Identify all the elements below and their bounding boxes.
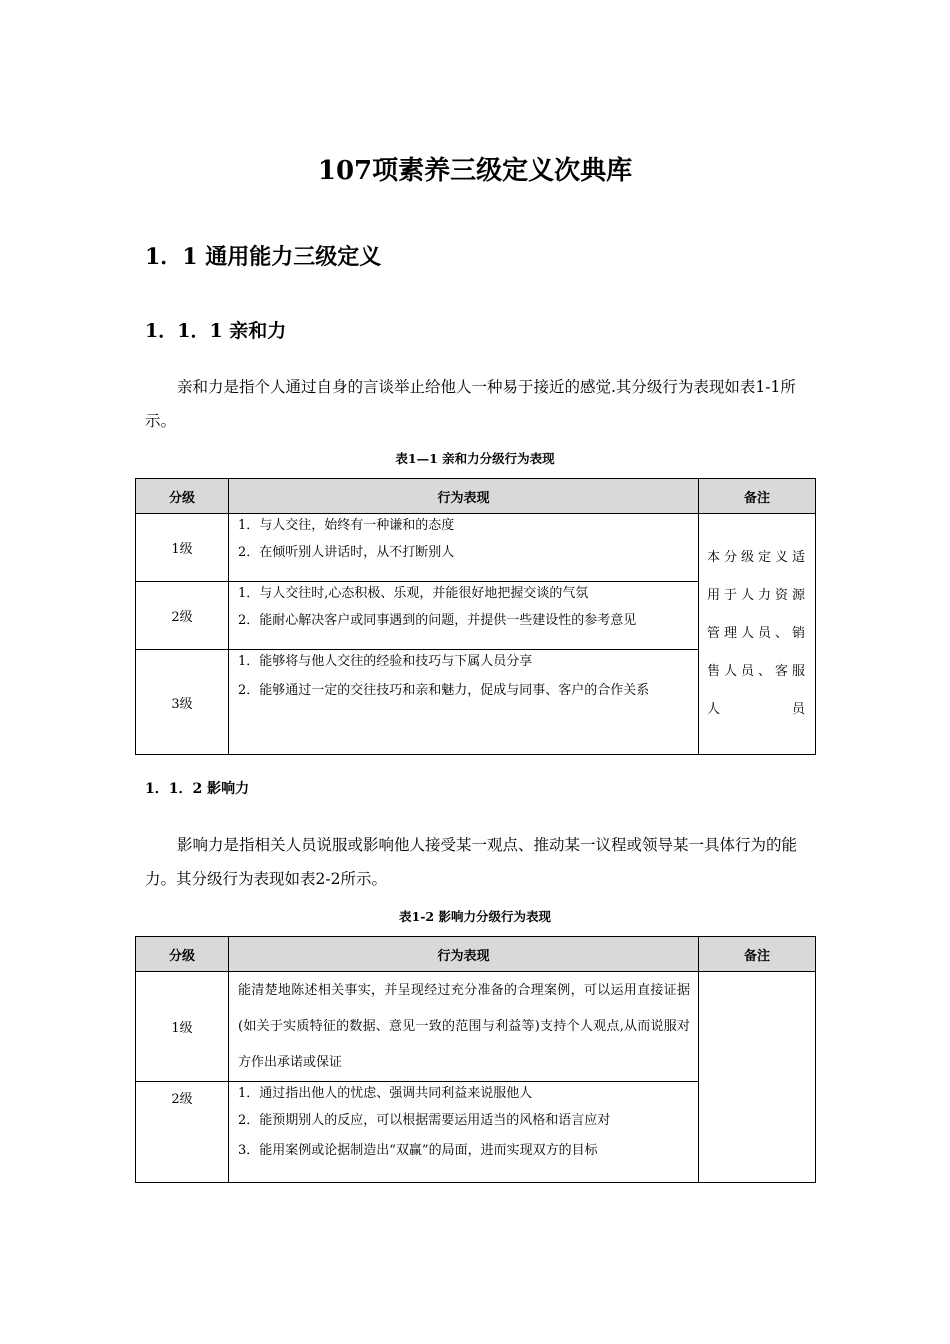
subsection-heading-affinity: 1．1．1 亲和力 bbox=[145, 320, 287, 342]
paragraph-influence: 影响力是指相关人员说服或影响他人接受某一观点、推动某一议程或领导某一具体行为的能力。其分级行为表现如表2-2所示。 bbox=[145, 836, 798, 888]
behavior-item: 2．能够通过一定的交往技巧和亲和魅力，促成与同事、客户的合作关系 bbox=[238, 683, 650, 698]
behavior-item: 2．在倾听别人讲话时，从不打断别人 bbox=[238, 545, 455, 560]
level-cell: 2级 bbox=[136, 582, 229, 650]
level-cell: 2级 bbox=[136, 1082, 229, 1183]
document-title: 107项素养三级定义次典库 bbox=[317, 156, 633, 186]
table-header-row bbox=[136, 479, 816, 514]
level-cell: 3级 bbox=[136, 650, 229, 755]
section-heading: 1．1 通用能力三级定义 bbox=[145, 244, 382, 270]
behavior-item: 1．能够将与他人交往的经验和技巧与下属人员分享 bbox=[238, 654, 533, 669]
behavior-cell bbox=[229, 650, 699, 755]
table2-caption: 表1-2 影响力分级行为表现 bbox=[399, 909, 551, 924]
behavior-item: 1．与人交往时,心态积极、乐观，并能很好地把握交谈的气氛 bbox=[238, 586, 589, 601]
table1-caption: 表1—1 亲和力分级行为表现 bbox=[395, 451, 555, 466]
behavior-item: 2．能预期别人的反应，可以根据需要运用适当的风格和语言应对 bbox=[238, 1113, 611, 1128]
behavior-cell bbox=[229, 582, 699, 650]
header-behavior: 行为表现 bbox=[229, 937, 699, 972]
header-note: 备注 bbox=[699, 479, 816, 514]
header-behavior: 行为表现 bbox=[229, 479, 699, 514]
behavior-cell bbox=[229, 514, 699, 582]
behavior-text: 能清楚地陈述相关事实，并呈现经过充分准备的合理案例，可以运用直接证据(如关于实质特征的数据、意见一致的范围与利益等)支持个人观点,从而说服对方作出承诺或保证 bbox=[238, 983, 690, 1070]
behavior-item: 1．通过指出他人的忧虑、强调共同利益来说服他人 bbox=[238, 1086, 533, 1101]
behavior-cell bbox=[229, 972, 699, 1082]
table-row bbox=[136, 972, 816, 1082]
header-level: 分级 bbox=[136, 937, 229, 972]
affinity-table bbox=[135, 478, 816, 755]
note-cell: 本分级定义适用于人力资源管理人员、销售人员、客服人员 bbox=[699, 514, 816, 755]
behavior-item: 1．与人交往，始终有一种谦和的态度 bbox=[238, 518, 455, 533]
paragraph-affinity: 亲和力是指个人通过自身的言谈举止给他人一种易于接近的感觉.其分级行为表现如表1-1所示。 bbox=[145, 378, 796, 430]
influence-table bbox=[135, 936, 816, 1183]
behavior-item: 3．能用案例或论据制造出“双赢”的局面，进而实现双方的目标 bbox=[238, 1143, 598, 1158]
table-row bbox=[136, 514, 816, 582]
subsection-heading-influence: 1．1．2 影响力 bbox=[145, 781, 250, 797]
note-cell bbox=[699, 972, 816, 1183]
behavior-item: 2．能耐心解决客户或同事遇到的问题，并提供一些建设性的参考意见 bbox=[238, 613, 637, 628]
level-cell: 1级 bbox=[136, 514, 229, 582]
header-note: 备注 bbox=[699, 937, 816, 972]
behavior-cell bbox=[229, 1082, 699, 1183]
level-cell: 1级 bbox=[136, 972, 229, 1082]
table-header-row bbox=[136, 937, 816, 972]
header-level: 分级 bbox=[136, 479, 229, 514]
